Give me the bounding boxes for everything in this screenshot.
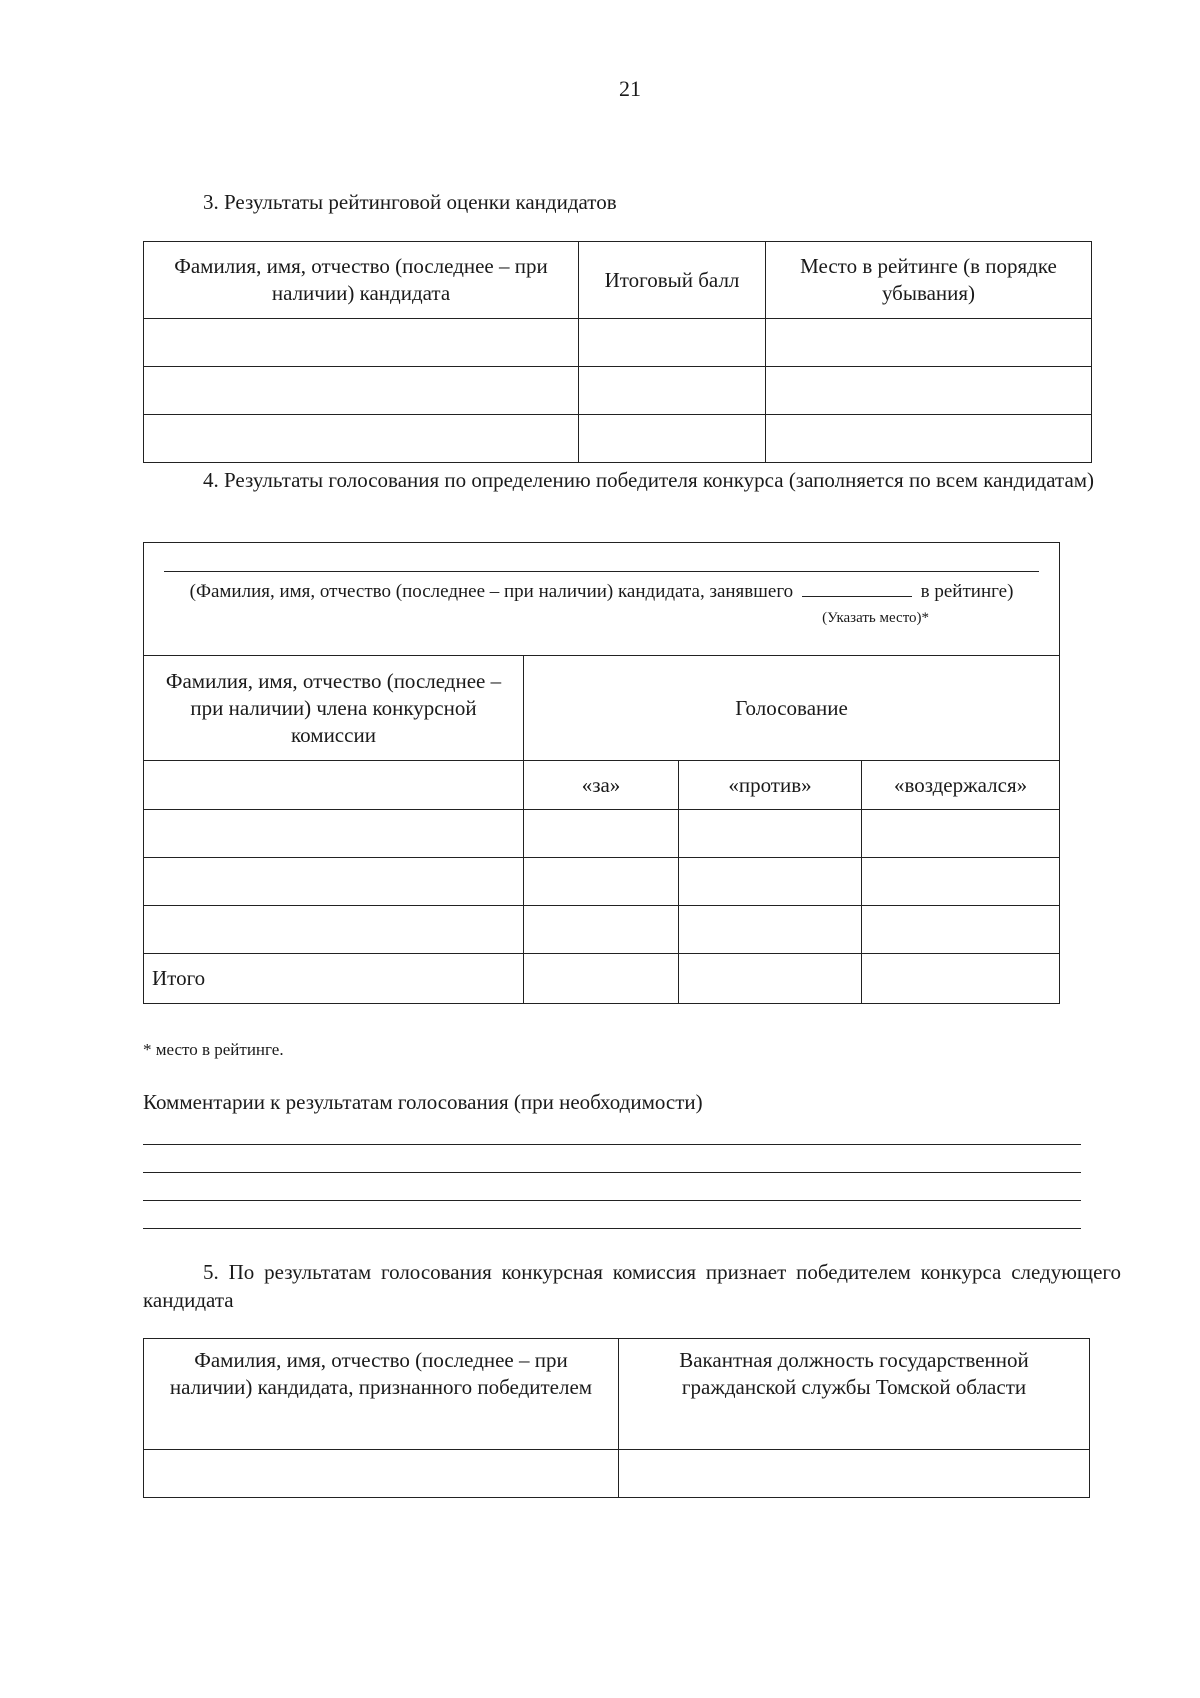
winner-name-header: Фамилия, имя, отчество (последнее – при наличии) кандидата, признанного победителем — [144, 1339, 619, 1450]
total-for-cell[interactable] — [524, 954, 679, 1004]
table-row — [144, 810, 1060, 858]
rating-place-cell[interactable] — [766, 367, 1092, 415]
vote-abstain-cell[interactable] — [862, 906, 1060, 954]
footnote: * место в рейтинге. — [143, 1040, 284, 1059]
candidate-caption-cell — [144, 543, 1060, 656]
section-4-title: 4. Результаты голосования по определению победителя конкурса (заполняется по всем кандидатам) — [203, 468, 1095, 492]
comment-line[interactable] — [143, 1228, 1081, 1229]
total-row — [144, 954, 1060, 1004]
total-score-header: Итоговый балл — [579, 242, 766, 319]
total-label: Итого — [144, 954, 524, 1004]
candidate-name-line[interactable] — [164, 571, 1039, 572]
total-score-cell[interactable] — [579, 319, 766, 367]
table-row — [144, 858, 1060, 906]
candidate-name-cell[interactable] — [144, 367, 579, 415]
rating-place-cell[interactable] — [766, 319, 1092, 367]
vacant-position-header: Вакантная должность государственной гражданской службы Томской области — [619, 1339, 1090, 1450]
comment-line[interactable] — [143, 1172, 1081, 1173]
candidate-name-cell[interactable] — [144, 415, 579, 463]
rating-place-cell[interactable] — [766, 415, 1092, 463]
total-score-cell[interactable] — [579, 367, 766, 415]
place-hint: (Указать место)* — [822, 609, 930, 626]
comment-line[interactable] — [143, 1200, 1081, 1201]
member-name-header: Фамилия, имя, отчество (последнее – при наличии) члена конкурсной комиссии — [144, 656, 524, 761]
comment-line[interactable] — [143, 1144, 1081, 1145]
member-name-cell[interactable] — [144, 906, 524, 954]
table-row — [144, 415, 1092, 463]
vote-for-header: «за» — [524, 761, 679, 810]
section-5-title: 5. По результатам голосования конкурсная комиссия признает победителем конкурса следующего кандидата — [143, 1260, 1121, 1312]
candidate-caption-text: (Фамилия, имя, отчество (последнее – при наличии) кандидата, занявшего — [189, 580, 794, 602]
place-blank[interactable] — [802, 578, 912, 597]
vote-against-cell[interactable] — [679, 906, 862, 954]
table-row — [144, 367, 1092, 415]
vote-abstain-header: «воздержался» — [862, 761, 1060, 810]
winner-name-cell[interactable] — [144, 1450, 619, 1498]
member-name-subheader-cell — [144, 761, 524, 810]
vote-abstain-cell[interactable] — [862, 810, 1060, 858]
vacant-position-cell[interactable] — [619, 1450, 1090, 1498]
table-row — [144, 319, 1092, 367]
candidate-name-cell[interactable] — [144, 319, 579, 367]
vote-for-cell[interactable] — [524, 810, 679, 858]
vote-for-cell[interactable] — [524, 906, 679, 954]
candidate-caption-suffix: в рейтинге) — [920, 580, 1014, 602]
voting-header: Голосование — [524, 656, 1060, 761]
vote-against-header: «против» — [679, 761, 862, 810]
member-name-cell[interactable] — [144, 810, 524, 858]
vote-against-cell[interactable] — [679, 810, 862, 858]
rating-place-header: Место в рейтинге (в порядке убывания) — [766, 242, 1092, 319]
vote-abstain-cell[interactable] — [862, 858, 1060, 906]
winner-table — [143, 1338, 1090, 1498]
rating-results-table — [143, 241, 1092, 463]
table-row — [144, 1450, 1090, 1498]
total-abstain-cell[interactable] — [862, 954, 1060, 1004]
page-number: 21 — [619, 76, 641, 101]
candidate-name-header: Фамилия, имя, отчество (последнее – при наличии) кандидата — [144, 242, 579, 319]
total-score-cell[interactable] — [579, 415, 766, 463]
section-3-title: 3. Результаты рейтинговой оценки кандидатов — [203, 190, 617, 214]
vote-against-cell[interactable] — [679, 858, 862, 906]
comments-label: Комментарии к результатам голосования (при необходимости) — [143, 1090, 703, 1114]
table-row — [144, 906, 1060, 954]
total-against-cell[interactable] — [679, 954, 862, 1004]
vote-for-cell[interactable] — [524, 858, 679, 906]
member-name-cell[interactable] — [144, 858, 524, 906]
voting-results-table — [143, 542, 1060, 1004]
